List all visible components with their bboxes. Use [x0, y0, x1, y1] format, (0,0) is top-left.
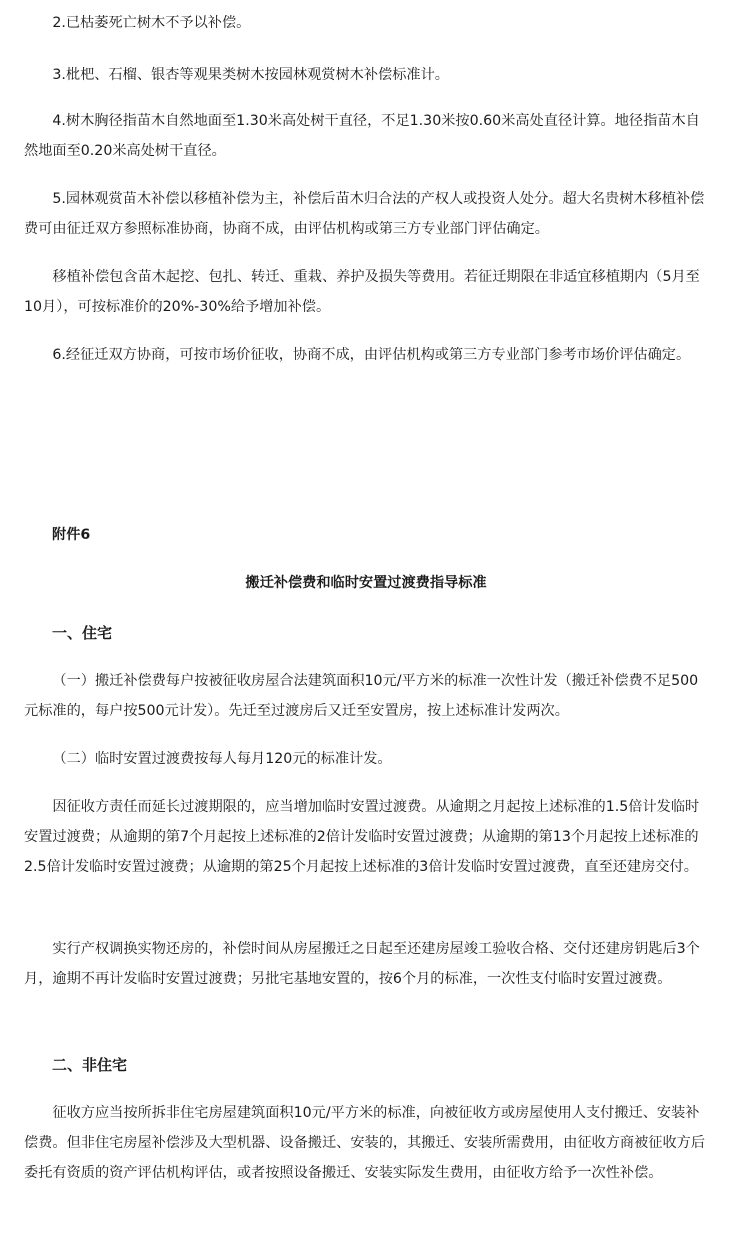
document-title: 搬迁补偿费和临时安置过渡费指导标准	[245, 575, 487, 591]
section-heading-residential: 一、住宅	[52, 624, 113, 642]
attachment-label: 附件6	[52, 527, 91, 543]
paragraph-item-3: 3.枇杷、石榴、银杏等观果类树木按园林观赏树木补偿标准计。	[52, 67, 449, 83]
paragraph-property-swap: 实行产权调换实物还房的，补偿时间从房屋搬迁之日起至还建房屋竣工验收合格、交付还建房钥匙后3个月，逾期不再计发临时安置过渡费；另批宅基地安置的，按6个月的标准，一次性支付临时安置过渡费。	[24, 941, 700, 987]
paragraph-item-6: 6.经征迁双方协商，可按市场价征收，协商不成，由评估机构或第三方专业部门参考市场价评估确定。	[52, 347, 691, 363]
paragraph-transition-fee: （二）临时安置过渡费按每人每月120元的标准计发。	[52, 751, 392, 767]
paragraph-non-residential: 征收方应当按所拆非住宅房屋建筑面积10元/平方米的标准，向被征收方或房屋使用人支付搬迁、安装补偿费。但非住宅房屋补偿涉及大型机器、设备搬迁、安装的，其搬迁、安装所需费用，由征收方商被征收方后委托有资质的资产评估机构评估，或者按照设备搬迁、安装实际发生费用，由征收方给予一次性补偿。	[24, 1105, 706, 1181]
paragraph-transplant: 移植补偿包含苗木起挖、包扎、转迁、重栽、养护及损失等费用。若征迁期限在非适宜移植期内（5月至10月），可按标准价的20%-30%给予增加补偿。	[24, 269, 700, 315]
paragraph-relocation-fee: （一）搬迁补偿费每户按被征收房屋合法建筑面积10元/平方米的标准一次性计发（搬迁补偿费不足500元标准的，每户按500元计发）。先迁至过渡房后又迁至安置房，按上述标准计发两次。	[24, 673, 699, 719]
section-heading-non-residential: 二、非住宅	[52, 1056, 128, 1074]
paragraph-item-5: 5.园林观赏苗木补偿以移植补偿为主，补偿后苗木归合法的产权人或投资人处分。超大名贵树木移植补偿费可由征迁双方参照标准协商，协商不成，由评估机构或第三方专业部门评估确定。	[24, 191, 705, 237]
paragraph-extension: 因征收方责任而延长过渡期限的，应当增加临时安置过渡费。从逾期之月起按上述标准的1.5倍计发临时安置过渡费；从逾期的第7个月起按上述标准的2倍计发临时安置过渡费；从逾期的第13个月起按上述标准的2.5倍计发临时安置过渡费；从逾期的第25个月起按上述标准的3倍计发临时安置过渡费，直至还建房交付。	[24, 799, 700, 875]
paragraph-item-2: 2.已枯萎死亡树木不予以补偿。	[52, 15, 251, 31]
paragraph-item-4: 4.树木胸径指苗木自然地面至1.30米高处树干直径，不足1.30米按0.60米高处直径计算。地径指苗木自然地面至0.20米高处树干直径。	[24, 113, 700, 159]
